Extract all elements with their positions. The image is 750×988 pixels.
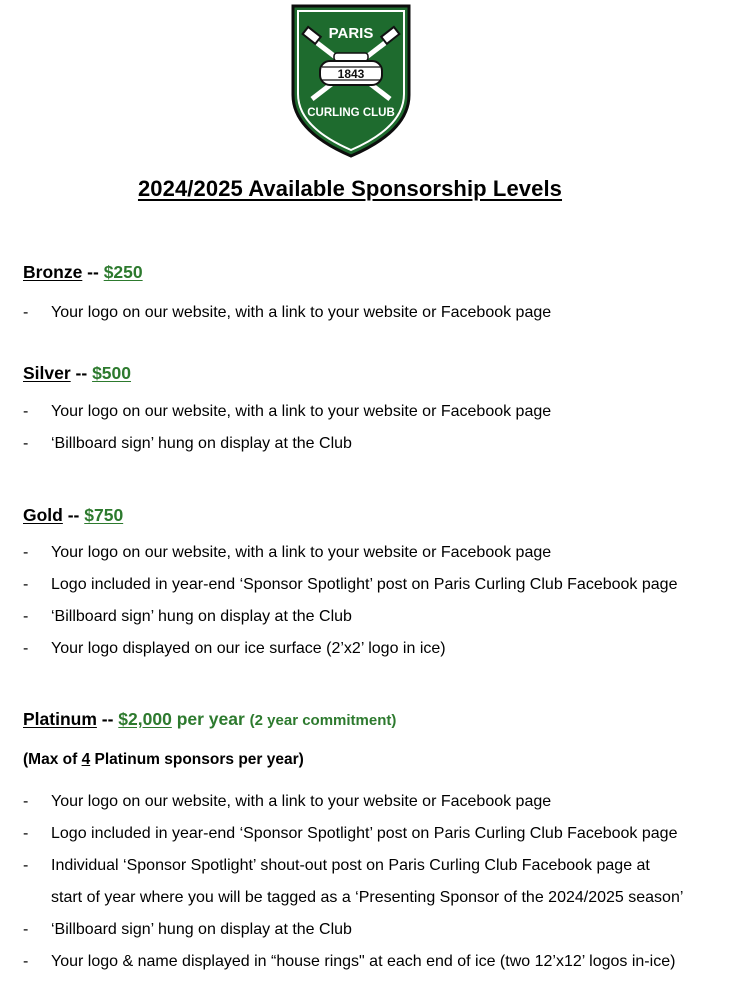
list-item: - ‘Billboard sign’ hung on display at the Club (23, 921, 352, 938)
list-item: - Your logo on our website, with a link to your website or Facebook page (23, 304, 552, 321)
list-item: - ‘Billboard sign’ hung on display at the Club (23, 608, 352, 625)
commitment-note: (2 year commitment) (249, 712, 397, 729)
list-item: - Individual ‘Sponsor Spotlight’ shout-out post on Paris Curling Club Facebook page at (23, 857, 650, 874)
level-name: Platinum (23, 709, 97, 729)
level-heading-bronze: Bronze -- $250 (23, 262, 143, 282)
list-item: - Logo included in year-end ‘Sponsor Spotlight’ post on Paris Curling Club Facebook page (23, 576, 678, 593)
list-item: - ‘Billboard sign’ hung on display at the Club (23, 435, 352, 452)
level-name: Bronze (23, 262, 83, 282)
list-item: - Your logo on our website, with a link to your website or Facebook page (23, 793, 552, 810)
level-name: Gold (23, 505, 63, 525)
list-item-continuation: start of year where you will be tagged as a ‘Presenting Sponsor of the 2024/2025 season’ (51, 889, 684, 906)
list-item: - Your logo on our website, with a link to your website or Facebook page (23, 403, 552, 420)
level-heading-platinum: Platinum -- $2,000 per year (2 year commitment) (23, 709, 397, 729)
club-logo (290, 3, 412, 159)
logo-year: 1843 (337, 67, 365, 81)
logo-bottom-text: CURLING CLUB (307, 107, 395, 119)
level-heading-gold: Gold -- $750 (23, 505, 124, 525)
level-heading-silver: Silver -- $500 (23, 363, 132, 383)
list-item: - Your logo displayed on our ice surface (2’x2’ logo in ice) (23, 640, 446, 657)
level-price: $250 (103, 262, 143, 282)
level-name: Silver (23, 363, 71, 383)
list-item: - Logo included in year-end ‘Sponsor Spotlight’ post on Paris Curling Club Facebook page (23, 825, 678, 842)
level-price: $750 (84, 505, 124, 525)
logo-top-text: PARIS (328, 25, 374, 42)
page-title: 2024/2025 Available Sponsorship Levels (137, 176, 563, 201)
list-item: - Your logo & name displayed in “house rings" at each end of ice (two 12’x12’ logos in-ice) (23, 953, 676, 970)
list-item: - Your logo on our website, with a link to your website or Facebook page (23, 544, 552, 561)
max-sponsors-note: (Max of 4 Platinum sponsors per year) (23, 751, 304, 768)
level-price: $2,000 (118, 709, 172, 729)
level-price: $500 (92, 363, 132, 383)
